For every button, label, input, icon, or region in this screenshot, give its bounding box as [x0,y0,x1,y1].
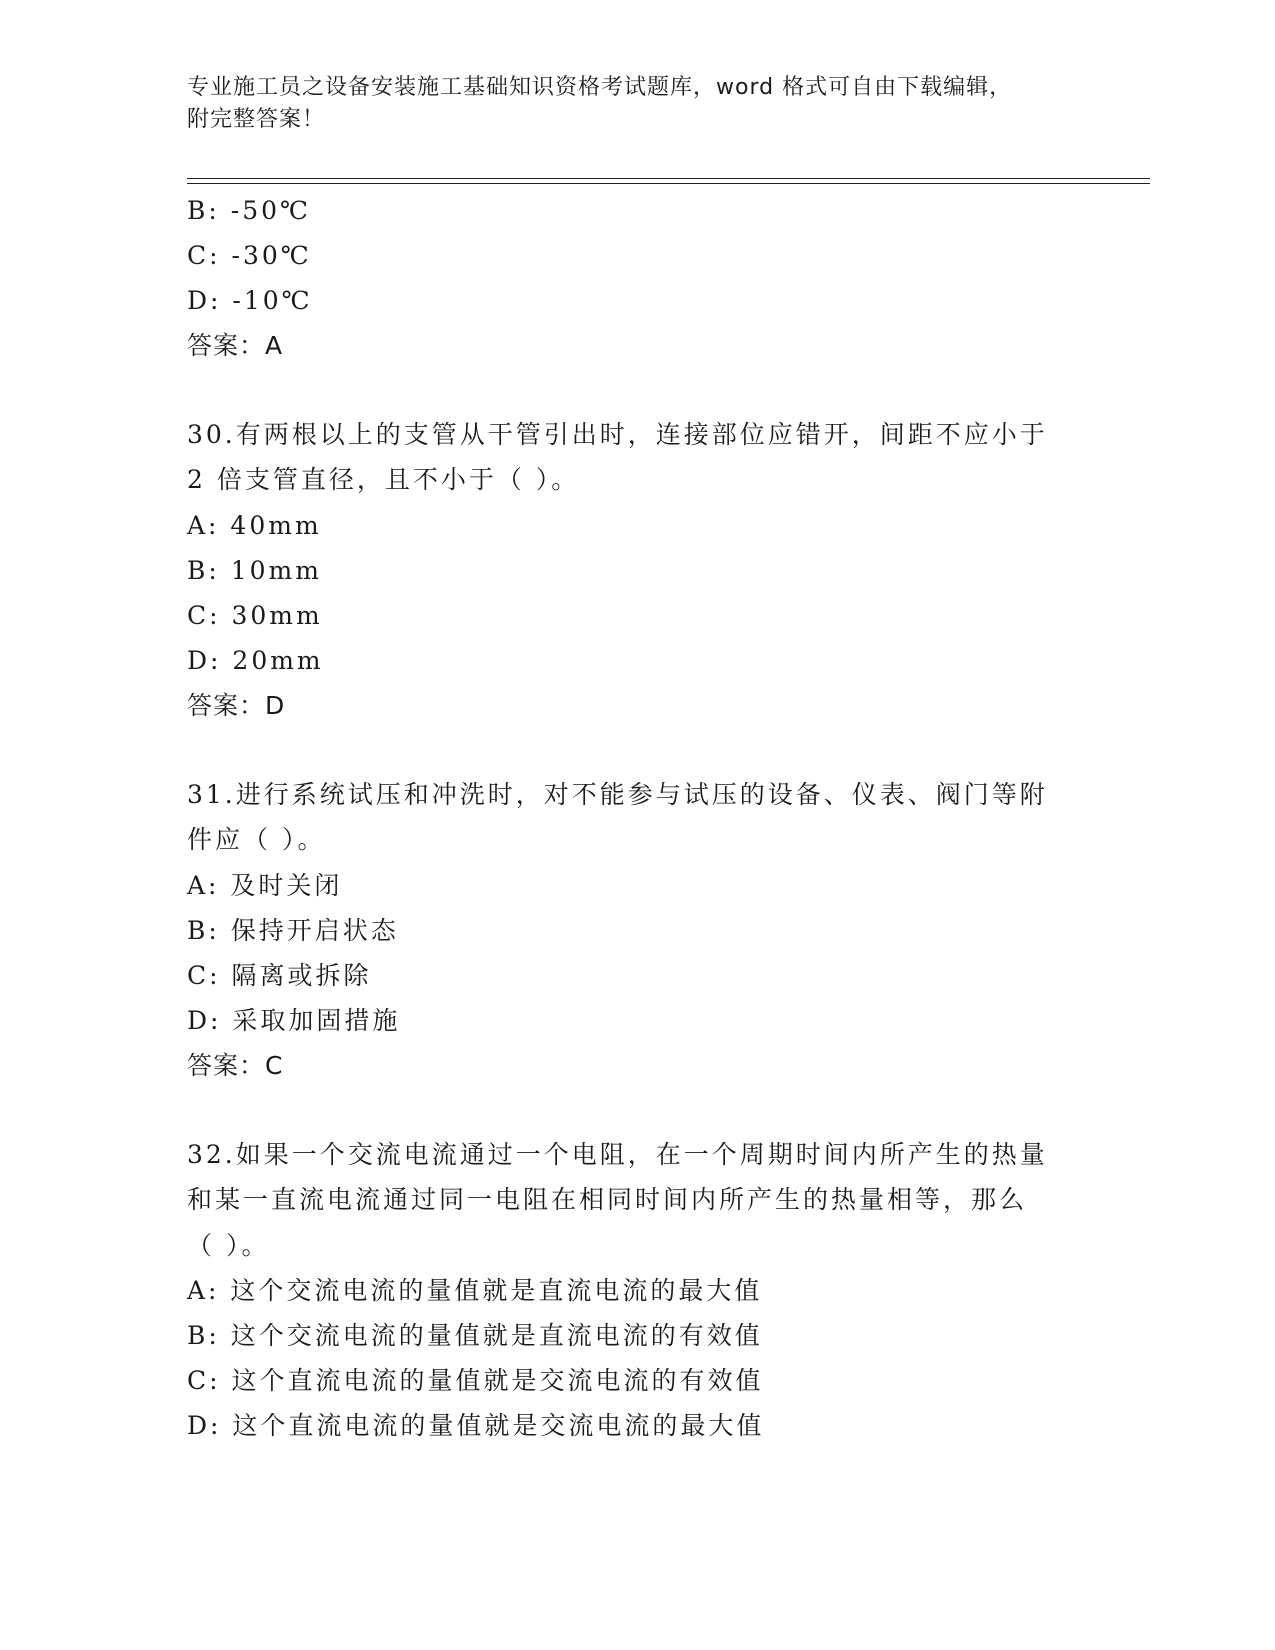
q29-answer: 答案：A [187,331,284,360]
q32-stem-line-3: （ ）。 [187,1231,270,1260]
q32-stem-line-1: 32.如果一个交流电流通过一个电阻，在一个周期时间内所产生的热量 [187,1140,1048,1169]
q31-option-c: C: 隔离或拆除 [187,961,372,990]
q32-option-b: B: 这个交流电流的量值就是直流电流的有效值 [187,1321,763,1350]
q31-stem-line-1: 31.进行系统试压和冲洗时，对不能参与试压的设备、仪表、阀门等附 [187,780,1048,809]
q30-answer: 答案：D [187,691,286,720]
q32-option-c: C: 这个直流电流的量值就是交流电流的有效值 [187,1366,764,1395]
q29-option-b: B: -50℃ [187,196,311,225]
q29-option-d: D: -10℃ [187,286,313,315]
q30-option-d: D: 20mm [187,646,324,675]
q30-option-c: C: 30mm [187,601,323,630]
header-divider-bottom [187,183,1150,184]
q31-option-a: A: 及时关闭 [187,871,343,900]
q31-stem-line-2: 件应（ ）。 [187,825,326,854]
header-line-1: 专业施工员之设备安装施工基础知识资格考试题库，word 格式可自由下载编辑， [187,75,1013,100]
q31-answer: 答案：C [187,1051,284,1080]
header-line-2: 附完整答案！ [187,107,326,132]
q30-option-a: A: 40mm [187,511,322,540]
page-header [187,72,1067,136]
q31-option-d: D: 采取加固措施 [187,1006,401,1035]
q29-option-c: C: -30℃ [187,241,312,270]
q31-option-b: B: 保持开启状态 [187,916,399,945]
q32-option-d: D: 这个直流电流的量值就是交流电流的最大值 [187,1411,765,1440]
q32-stem-line-2: 和某一直流电流通过同一电阻在相同时间内所产生的热量相等，那么 [187,1185,1028,1214]
header-divider-top [187,178,1150,179]
q32-option-a: A: 这个交流电流的量值就是直流电流的最大值 [187,1276,763,1305]
q30-option-b: B: 10mm [187,556,322,585]
q30-stem-line-1: 30.有两根以上的支管从干管引出时，连接部位应错开，间距不应小于 [187,420,1048,449]
q30-stem-line-2: 2 倍支管直径，且不小于（ ）。 [187,465,580,494]
